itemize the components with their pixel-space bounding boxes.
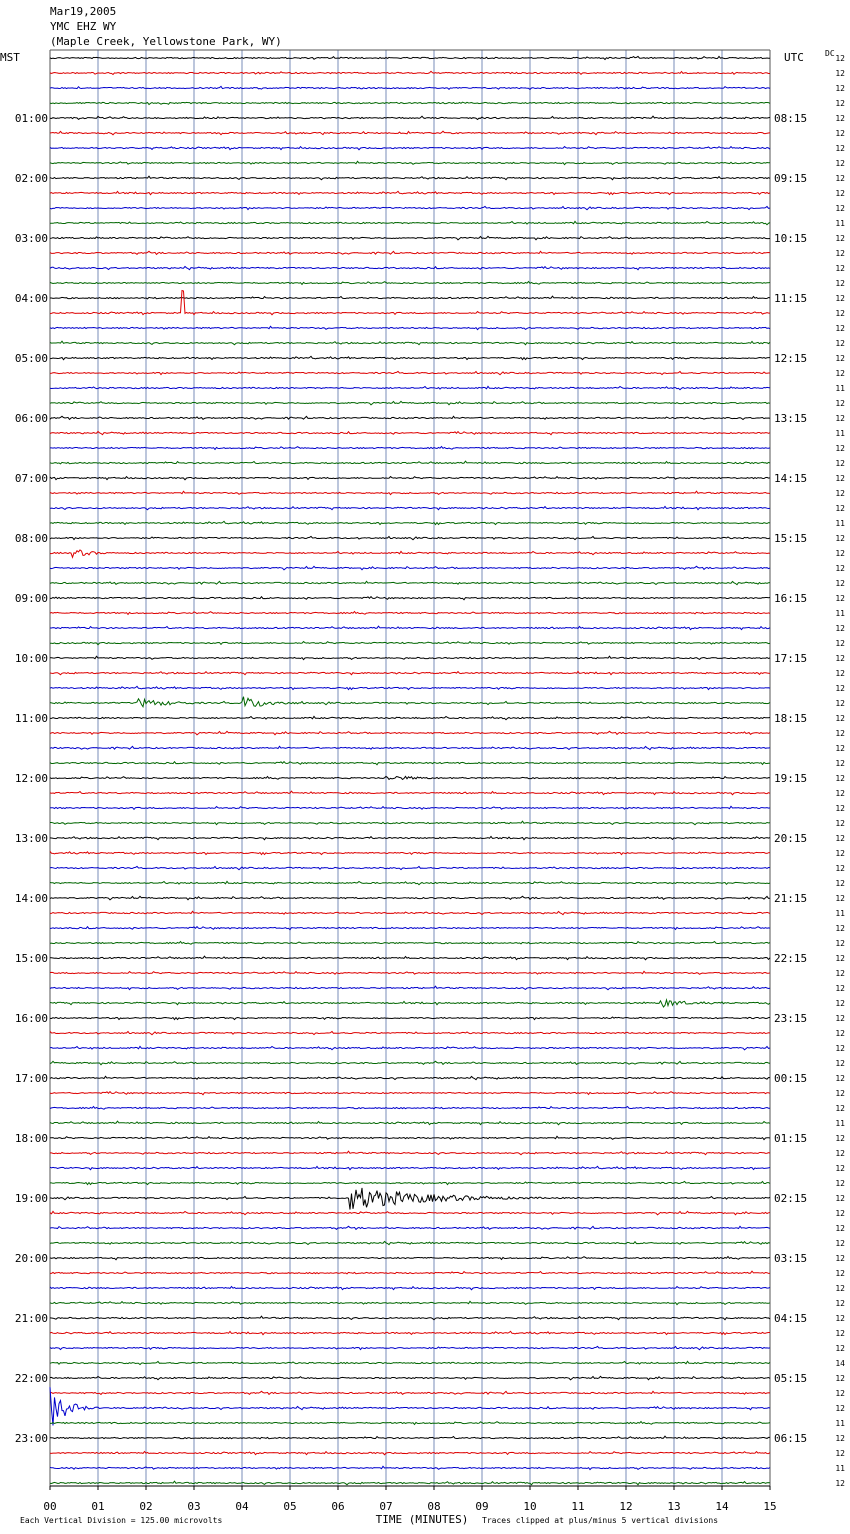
hour-label-left: 15:00 [14,952,48,965]
trace-row [50,251,770,254]
hour-label-left: 08:00 [14,532,48,545]
dc-value: 12 [835,339,845,348]
dc-value: 12 [835,759,845,768]
hour-label-right: 05:15 [774,1372,808,1385]
x-tick-label: 12 [619,1500,633,1513]
dc-value: 12 [835,789,845,798]
trace-row [50,447,770,450]
dc-value: 12 [835,1344,845,1353]
dc-value: 12 [835,894,845,903]
trace-row [50,746,770,749]
hour-label-left: 04:00 [14,292,48,305]
hour-label-right: 20:15 [774,832,808,845]
dc-value: 12 [835,1104,845,1113]
dc-value: 12 [835,879,845,888]
hour-label-left: 23:00 [14,1432,48,1445]
dc-value: 12 [835,954,845,963]
dc-value: 12 [835,1149,845,1158]
hour-label-right: 08:15 [774,112,808,125]
dc-value: 12 [835,1029,845,1038]
dc-value: 12 [835,354,845,363]
dc-value: 12 [835,1179,845,1188]
dc-value: 11 [835,909,845,918]
x-tick-label: 15 [763,1500,777,1513]
trace-row [50,821,770,825]
dc-value: 12 [835,474,845,483]
trace-row [50,296,770,299]
dc-value: 12 [835,99,845,108]
station-label: YMC EHZ WY [50,20,117,33]
dc-value: 12 [835,1449,845,1458]
dc-value: 12 [835,249,845,258]
hour-label-right: 00:15 [774,1072,808,1085]
hour-label-left: 02:00 [14,172,48,185]
trace-row [50,102,770,104]
location-label: (Maple Creek, Yellowstone Park, WY) [50,35,282,48]
hour-label-left: 01:00 [14,112,48,125]
trace-row [50,1046,770,1049]
trace-row [50,1287,770,1290]
hour-label-right: 12:15 [774,352,808,365]
trace-row [50,942,770,945]
trace-row [50,716,770,719]
hour-label-left: 16:00 [14,1012,48,1025]
hour-label-right: 18:15 [774,712,808,725]
trace-row [50,1301,770,1304]
hour-label-right: 06:15 [774,1432,808,1445]
dc-value: 12 [835,309,845,318]
dc-value: 12 [835,1044,845,1053]
trace-row [50,86,770,89]
mst-label: MST [0,51,20,64]
hour-label-left: 06:00 [14,412,48,425]
dc-value: 12 [835,624,845,633]
trace-row [50,1000,770,1007]
utc-label: UTC [784,51,804,64]
x-tick-label: 09 [475,1500,489,1513]
dc-value: 12 [835,489,845,498]
trace-row [50,536,770,539]
hour-label-right: 22:15 [774,952,808,965]
trace-row [50,776,770,779]
hour-label-right: 15:15 [774,532,808,545]
trace-row [50,356,770,359]
trace-row [50,386,770,389]
dc-value: 11 [835,384,845,393]
hour-label-right: 14:15 [774,472,808,485]
trace-row [50,1361,770,1364]
dc-value: 12 [835,114,845,123]
hour-label-left: 21:00 [14,1312,48,1325]
x-tick-label: 04 [235,1500,249,1513]
dc-value: 12 [835,1329,845,1338]
trace-row [50,432,770,435]
trace-row [50,836,770,839]
trace-row [50,697,770,707]
dc-value: 12 [835,639,845,648]
dc-value: 12 [835,144,845,153]
x-tick-label: 14 [715,1500,729,1513]
trace-row [50,236,770,240]
hour-label-left: 09:00 [14,592,48,605]
dc-value: 12 [835,534,845,543]
dc-value: 11 [835,1464,845,1473]
trace-row [50,1017,770,1020]
dc-value: 12 [835,984,845,993]
trace-row [50,1242,770,1245]
dc-value: 12 [835,939,845,948]
trace-row [50,1452,770,1455]
trace-row [50,1151,770,1155]
trace-row [50,642,770,645]
dc-value: 12 [835,399,845,408]
dc-value: 11 [835,1419,845,1428]
hour-label-left: 17:00 [14,1072,48,1085]
dc-value: 12 [835,969,845,978]
trace-row [50,1481,770,1485]
dc-value: 12 [835,834,845,843]
dc-value: 12 [835,1014,845,1023]
trace-row [50,131,770,135]
x-tick-label: 10 [523,1500,537,1513]
dc-value: 12 [835,699,845,708]
x-tick-label: 00 [43,1500,57,1513]
trace-row [50,161,770,164]
dc-value: 14 [835,1359,845,1368]
dc-value: 11 [835,1119,845,1128]
dc-header: DC [825,49,835,58]
dc-value: 12 [835,684,845,693]
x-axis-title: TIME (MINUTES) [375,1513,469,1526]
dc-value: 12 [835,159,845,168]
hour-label-left: 05:00 [14,352,48,365]
dc-value: 12 [835,84,845,93]
hour-label-left: 20:00 [14,1252,48,1265]
x-tick-label: 06 [331,1500,345,1513]
hour-label-right: 17:15 [774,652,808,665]
clip-note: Traces clipped at plus/minus 5 vertical divisions [482,1516,719,1525]
trace-row [50,1136,770,1139]
dc-value: 12 [835,459,845,468]
trace-row [50,896,770,900]
dc-value: 12 [835,189,845,198]
trace-row [50,416,770,419]
x-tick-label: 07 [379,1500,393,1513]
trace-row [50,612,770,615]
dc-value: 12 [835,1089,845,1098]
hour-label-right: 16:15 [774,592,808,605]
dc-value: 12 [835,714,845,723]
trace-group [50,56,770,1484]
dc-value: 12 [835,1299,845,1308]
dc-value: 12 [835,1269,845,1278]
hour-label-left: 22:00 [14,1372,48,1385]
trace-row [50,147,770,150]
trace-row [50,1226,770,1229]
dc-value: 12 [835,504,845,513]
trace-row [50,1257,770,1260]
trace-row [50,1181,770,1184]
trace-row [50,1092,770,1095]
dc-value: 12 [835,54,845,63]
hour-label-right: 21:15 [774,892,808,905]
x-tick-label: 13 [667,1500,681,1513]
trace-row [50,1422,770,1425]
dc-value: 12 [835,804,845,813]
trace-row [50,656,770,659]
dc-value: 12 [835,774,845,783]
hour-label-left: 12:00 [14,772,48,785]
trace-row [50,1061,770,1064]
dc-value: 12 [835,924,845,933]
trace-row [50,1376,770,1380]
dc-value: 12 [835,1434,845,1443]
dc-value: 12 [835,264,845,273]
trace-row [50,191,770,194]
dc-value: 12 [835,579,845,588]
hour-label-left: 13:00 [14,832,48,845]
trace-row [50,521,770,524]
dc-value: 12 [835,594,845,603]
dc-value: 12 [835,1209,845,1218]
trace-row [50,326,770,329]
trace-row [50,1188,770,1210]
trace-row [50,71,770,74]
trace-row [50,371,770,374]
hour-label-left: 19:00 [14,1192,48,1205]
trace-row [50,206,770,209]
trace-row [50,176,770,180]
hour-label-right: 11:15 [774,292,808,305]
dc-value: 12 [835,669,845,678]
trace-row [50,911,770,914]
trace-row [50,1121,770,1125]
trace-row [50,116,770,119]
trace-row [50,282,770,285]
dc-value: 12 [835,654,845,663]
dc-value: 12 [835,1374,845,1383]
x-tick-label: 05 [283,1500,297,1513]
x-tick-label: 02 [139,1500,153,1513]
dc-value: 12 [835,294,845,303]
dc-value: 12 [835,1239,845,1248]
trace-row [50,477,770,480]
dc-value: 12 [835,69,845,78]
hour-label-right: 19:15 [774,772,808,785]
hour-label-right: 02:15 [774,1192,808,1205]
dc-value: 12 [835,1284,845,1293]
hour-label-left: 18:00 [14,1132,48,1145]
hour-label-left: 14:00 [14,892,48,905]
trace-row [50,986,770,990]
trace-row [50,1316,770,1320]
x-tick-label: 03 [187,1500,201,1513]
trace-row [50,401,770,405]
trace-row [50,762,770,765]
hour-label-left: 07:00 [14,472,48,485]
dc-value: 12 [835,324,845,333]
trace-row [50,1211,770,1215]
trace-row [50,291,770,315]
dc-value: 12 [835,1074,845,1083]
trace-row [50,267,770,270]
x-tick-label: 01 [91,1500,105,1513]
dc-value: 12 [835,1059,845,1068]
dc-value: 12 [835,744,845,753]
dc-value: 12 [835,1254,845,1263]
trace-row [50,866,770,869]
dc-value: 12 [835,414,845,423]
trace-row [50,597,770,600]
dc-value: 12 [835,1194,845,1203]
trace-row [50,491,770,494]
dc-value: 12 [835,129,845,138]
grid-lines [50,50,770,1486]
trace-row [50,550,770,557]
hour-label-right: 09:15 [774,172,808,185]
trace-row [50,791,770,795]
dc-value: 12 [835,369,845,378]
hour-label-right: 03:15 [774,1252,808,1265]
axis-labels [0,49,845,1526]
trace-row [50,626,770,629]
dc-value: 12 [835,1164,845,1173]
scale-note: Each Vertical Division = 125.00 microvolts [20,1516,223,1525]
hour-label-right: 01:15 [774,1132,808,1145]
trace-row [50,806,770,809]
hour-label-right: 04:15 [774,1312,808,1325]
dc-value: 12 [835,999,845,1008]
trace-row [50,971,770,974]
dc-value: 12 [835,234,845,243]
trace-row [50,581,770,584]
trace-row [50,1436,770,1439]
trace-row [50,506,770,509]
dc-value: 12 [835,1224,845,1233]
trace-row [50,1331,770,1334]
trace-row [50,851,770,854]
dc-value: 12 [835,549,845,558]
dc-value: 12 [835,174,845,183]
trace-row [50,461,770,464]
x-tick-label: 08 [427,1500,441,1513]
trace-row [50,671,770,674]
hour-label-right: 10:15 [774,232,808,245]
dc-value: 12 [835,1389,845,1398]
dc-value: 12 [835,279,845,288]
dc-value: 12 [835,1314,845,1323]
dc-value: 11 [835,429,845,438]
dc-value: 12 [835,1134,845,1143]
trace-row [50,341,770,345]
trace-row [50,927,770,930]
dc-value: 11 [835,609,845,618]
trace-row [50,1076,770,1079]
dc-value: 11 [835,519,845,528]
trace-row [50,731,770,735]
hour-label-left: 03:00 [14,232,48,245]
dc-value: 12 [835,1479,845,1488]
dc-value: 12 [835,819,845,828]
trace-row [50,1346,770,1349]
trace-row [50,1466,770,1469]
trace-row [50,881,770,884]
date-label: Mar19,2005 [50,5,117,18]
trace-row [50,566,770,570]
dc-value: 12 [835,564,845,573]
trace-row [50,956,770,960]
hour-label-right: 13:15 [774,412,808,425]
hour-label-left: 10:00 [14,652,48,665]
trace-row [50,221,770,224]
trace-row [50,1107,770,1110]
dc-value: 12 [835,729,845,738]
hour-label-right: 23:15 [774,1012,808,1025]
trace-row [50,1271,770,1274]
dc-value: 12 [835,1404,845,1413]
trace-row [50,686,770,689]
dc-value: 12 [835,849,845,858]
dc-value: 12 [835,864,845,873]
hour-label-left: 11:00 [14,712,48,725]
trace-row [50,56,770,59]
dc-value: 11 [835,219,845,228]
dc-value: 12 [835,204,845,213]
trace-row [50,1031,770,1034]
trace-row [50,1391,770,1394]
x-tick-label: 11 [571,1500,585,1513]
dc-value: 12 [835,444,845,453]
trace-row [50,1166,770,1169]
